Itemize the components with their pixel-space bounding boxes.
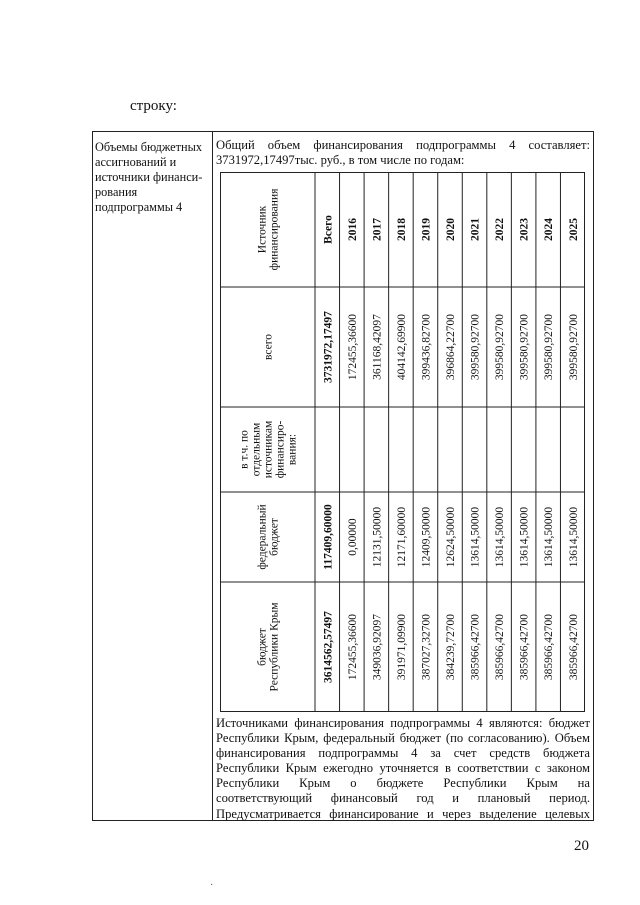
cell-year: 2021 <box>469 218 482 241</box>
row-label-line: подпрограммы 4 <box>95 200 183 214</box>
cell-total: 396864,22700 <box>445 313 458 381</box>
cell-total: 399580,92700 <box>543 313 556 381</box>
header-cell-total: всего <box>262 334 275 360</box>
cell-total: 399436,82700 <box>420 313 433 381</box>
cell-year: 2018 <box>395 218 408 241</box>
cell-year: 2023 <box>518 218 531 241</box>
header-cell-regional: бюджетРеспублики Крым <box>256 602 281 692</box>
cell-federal: 13614,50000 <box>543 506 556 568</box>
cell-year: 2016 <box>346 218 359 241</box>
row-label <box>95 140 213 215</box>
column-divider <box>212 131 213 821</box>
cell-total: 172455,36600 <box>346 313 359 381</box>
cell-total: 399580,92700 <box>494 313 507 381</box>
financing-table <box>220 172 585 712</box>
cell-federal: 13614,50000 <box>567 506 580 568</box>
row-label-line: ассигнований и <box>95 155 177 169</box>
financing-summary <box>216 138 590 168</box>
cell-total: 3731972,17497 <box>322 311 335 383</box>
cell-regional: 385966,42700 <box>494 613 507 681</box>
financing-table-svg <box>220 172 585 712</box>
body-line: Республики Крым о бюджете Республики Крым на <box>216 776 590 791</box>
page-number: 20 <box>574 838 589 854</box>
cell-regional: 349036,92097 <box>371 613 384 681</box>
header-cell-source: Источникфинансирования <box>256 188 281 271</box>
header-cell-separate: в т.ч. поотдельнымисточникамфинансиро-вания: <box>238 420 299 479</box>
cell-federal: 13614,50000 <box>494 506 507 568</box>
body-line: Республики Крым, федеральный бюджет (по согласованию). Объем <box>216 731 590 746</box>
cell-federal: 12171,60000 <box>395 506 408 568</box>
row-label-line: рования <box>95 185 138 199</box>
cell-year: 2017 <box>371 218 384 241</box>
cell-regional: 3614562,57497 <box>322 611 335 683</box>
cell-regional: 385966,42700 <box>518 613 531 681</box>
body-line: соответствующий финансовый год и плановый период. <box>216 791 590 806</box>
cell-regional: 172455,36600 <box>346 613 359 681</box>
cell-year: 2019 <box>420 218 433 241</box>
cell-regional: 391971,09900 <box>395 613 408 681</box>
summary-line-2: 3731972,17497тыс. руб., в том числе по годам: <box>216 153 465 167</box>
body-line: Республики Крым ежегодно уточняется в соответствии с законом <box>216 761 590 776</box>
body-line: финансирования подпрограммы 4 за счет средств бюджета <box>216 746 590 761</box>
row-label-line: источники финанси- <box>95 170 203 184</box>
financing-sources-text <box>216 716 590 822</box>
cell-year: Всего <box>322 215 335 244</box>
intro-text: строку: <box>130 98 177 114</box>
cell-regional: 385966,42700 <box>469 613 482 681</box>
cell-regional: 385966,42700 <box>567 613 580 681</box>
cell-year: 2024 <box>543 218 556 241</box>
cell-year: 2020 <box>445 218 458 241</box>
cell-federal: 13614,50000 <box>518 506 531 568</box>
cell-total: 404142,69900 <box>395 313 408 381</box>
cell-total: 399580,92700 <box>567 313 580 381</box>
cell-federal: 0,00000 <box>346 518 359 556</box>
cell-total: 399580,92700 <box>469 313 482 381</box>
header-cell-federal: федеральныйбюджет <box>256 504 281 570</box>
cell-year: 2025 <box>567 218 580 241</box>
cell-regional: 385966,42700 <box>543 613 556 681</box>
summary-line-1: Общий объем финансирования подпрограммы 4 составляет: <box>216 138 590 152</box>
cell-federal: 117409,60000 <box>322 504 335 570</box>
cell-regional: 384239,72700 <box>445 613 458 681</box>
scan-speck: · <box>210 880 214 891</box>
cell-year: 2022 <box>494 218 507 241</box>
cell-total: 361168,42097 <box>371 314 384 380</box>
cell-federal: 12624,50000 <box>445 506 458 568</box>
cell-federal: 13614,50000 <box>469 506 482 568</box>
cell-total: 399580,92700 <box>518 313 531 381</box>
body-line: Предусматривается финансирование и через выделение целевых <box>216 806 590 821</box>
cell-regional: 387027,32700 <box>420 613 433 681</box>
row-label-line: Объемы бюджетных <box>95 140 202 154</box>
body-line: Источниками финансирования подпрограммы 4 являются: бюджет <box>216 716 590 730</box>
cell-federal: 12131,50000 <box>371 506 384 568</box>
cell-federal: 12409,50000 <box>420 506 433 568</box>
